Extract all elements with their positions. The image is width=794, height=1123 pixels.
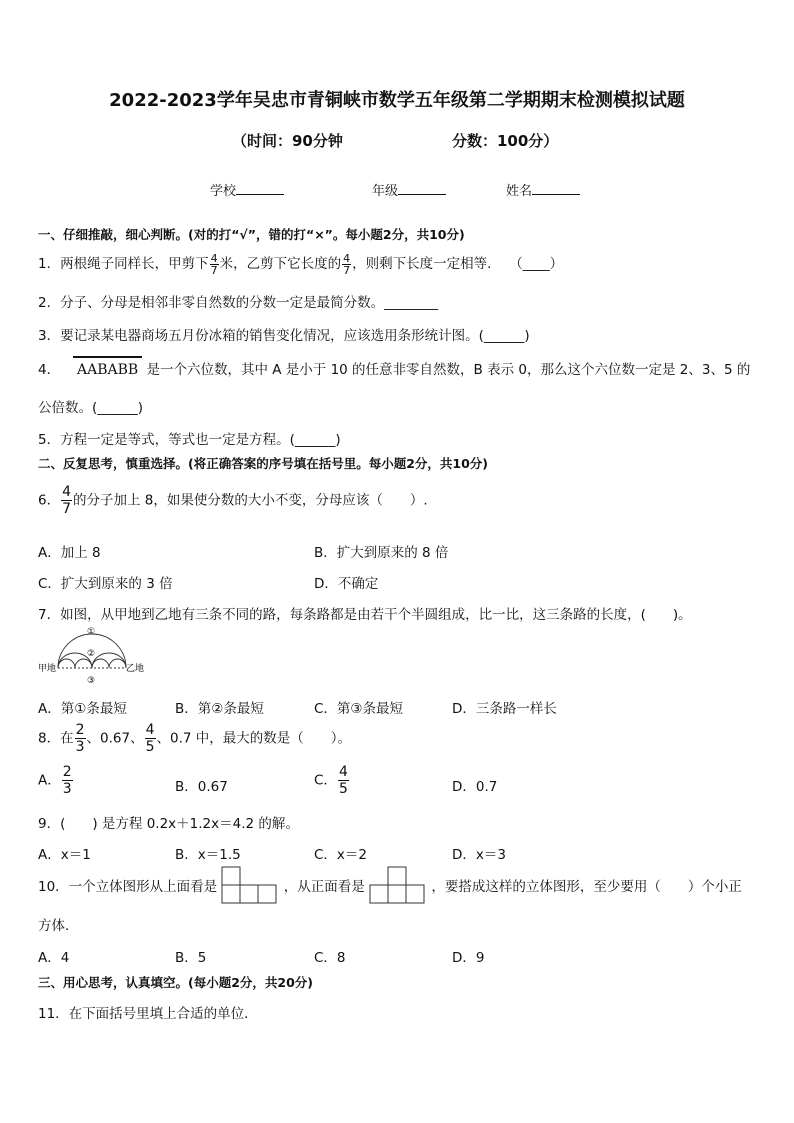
q10-option-d[interactable]: D．9 bbox=[452, 950, 485, 966]
q8-option-a[interactable]: A． $\frac{2}{3}$ bbox=[38, 764, 72, 797]
q10-option-b[interactable]: B．5 bbox=[175, 950, 207, 966]
q10-option-c[interactable]: C．8 bbox=[314, 950, 346, 966]
time-label: （时间：90分钟 bbox=[232, 132, 343, 150]
score-label: 分数：100分） bbox=[452, 132, 559, 150]
grade-label: 年级 bbox=[372, 184, 399, 199]
overlined-number: AABABB bbox=[73, 356, 142, 378]
q6-option-a[interactable]: A．加上 8 bbox=[38, 545, 101, 561]
svg-text:②: ② bbox=[87, 649, 96, 659]
front-view-figure bbox=[369, 866, 427, 904]
question-5: 5．方程一定是等式，等式也一定是方程。(______) bbox=[38, 432, 341, 448]
name-field[interactable] bbox=[506, 180, 580, 199]
svg-text:甲地: 甲地 bbox=[38, 664, 57, 674]
question-3: 3．要记录某电器商场五月份冰箱的销售变化情况，应该选用条形统计图。(______) bbox=[38, 328, 530, 344]
q7-option-b[interactable]: B．第②条最短 bbox=[175, 701, 264, 717]
question-10-cont: 方体． bbox=[38, 918, 79, 934]
question-2: 2．分子、分母是相邻非零自然数的分数一定是最简分数。________ bbox=[38, 295, 439, 311]
fraction: $\frac{2}{3}$ bbox=[75, 722, 85, 755]
q8-option-d[interactable]: D．0.7 bbox=[452, 779, 498, 795]
top-view-figure bbox=[221, 866, 279, 904]
question-9: 9．( ) 是方程 0.2x＋1.2x＝4.2 的解。 bbox=[38, 816, 299, 832]
fraction: $\frac{4}{7}$ bbox=[210, 251, 218, 277]
q6-option-c[interactable]: C．扩大到原来的 3 倍 bbox=[38, 576, 173, 592]
question-4-cont: 公倍数。(______) bbox=[38, 400, 144, 416]
section-2-heading: 二、反复思考，慎重选择。(将正确答案的序号填在括号里。每小题2分，共10分) bbox=[38, 456, 489, 471]
fraction: $\frac{4}{5}$ bbox=[338, 764, 348, 797]
name-label: 姓名 bbox=[506, 184, 533, 199]
fraction: $\frac{2}{3}$ bbox=[62, 764, 72, 797]
fraction: $\frac{4}{7}$ bbox=[343, 251, 351, 277]
q9-option-a[interactable]: A．x＝1 bbox=[38, 847, 91, 863]
school-field[interactable] bbox=[210, 180, 284, 199]
q7-option-d[interactable]: D．三条路一样长 bbox=[452, 701, 557, 717]
question-7: 7．如图，从甲地到乙地有三条不同的路，每条路都是由若干个半圆组成，比一比，这三条路的长度，( )。 bbox=[38, 607, 692, 623]
q6-option-b[interactable]: B．扩大到原来的 8 倍 bbox=[314, 545, 449, 561]
question-1: 1．两根绳子同样长，甲剪下 $\frac{4}{7}$ 米，乙剪下它长度的 $\frac{4}{7}$ ，则剩下长度一定相等． （____） bbox=[38, 251, 564, 277]
q9-option-d[interactable]: D．x＝3 bbox=[452, 847, 506, 863]
section-1-heading: 一、仔细推敲，细心判断。(对的打“√”，错的打“×”。每小题2分，共10分) bbox=[38, 227, 465, 242]
exam-title: 2022-2023学年吴忠市青铜峡市数学五年级第二学期期末检测模拟试题 bbox=[109, 90, 685, 111]
question-10: 10．一个立体图形从上面看是 ，从正面看是 ，要搭成这样的立体图形，至少要用（ ）个小正 bbox=[38, 866, 742, 904]
question-11: 11．在下面括号里填上合适的单位． bbox=[38, 1006, 258, 1022]
svg-text:乙地: 乙地 bbox=[126, 664, 145, 674]
semicircle-route-figure bbox=[38, 624, 148, 688]
q8-option-c[interactable]: C． $\frac{4}{5}$ bbox=[314, 764, 348, 797]
fraction: $\frac{4}{5}$ bbox=[145, 722, 155, 755]
svg-text:③: ③ bbox=[87, 676, 96, 686]
q7-option-c[interactable]: C．第③条最短 bbox=[314, 701, 404, 717]
q6-option-d[interactable]: D．不确定 bbox=[314, 576, 379, 592]
q9-option-c[interactable]: C．x＝2 bbox=[314, 847, 368, 863]
svg-text:①: ① bbox=[87, 627, 96, 637]
question-6: 6． $\frac{4}{7}$ 的分子加上 8，如果使分数的大小不变，分母应该（ ）. bbox=[38, 484, 428, 517]
q7-option-a[interactable]: A．第①条最短 bbox=[38, 701, 127, 717]
question-8: 8．在 $\frac{2}{3}$ 、0.67、 $\frac{4}{5}$ 、0.7 中，最大的数是（ ）。 bbox=[38, 722, 352, 755]
grade-field[interactable] bbox=[372, 180, 446, 199]
q10-option-a[interactable]: A．4 bbox=[38, 950, 70, 966]
question-4: 4． AABABB 是一个六位数，其中 A 是小于 10 的任意非零自然数，B 表示 0，那么这个六位数一定是 2、3、5 的 bbox=[38, 356, 750, 378]
school-label: 学校 bbox=[210, 184, 237, 199]
q8-option-b[interactable]: B．0.67 bbox=[175, 779, 228, 795]
section-3-heading: 三、用心思考，认真填空。(每小题2分，共20分) bbox=[38, 975, 314, 990]
fraction: $\frac{4}{7}$ bbox=[62, 484, 72, 517]
q9-option-b[interactable]: B．x＝1.5 bbox=[175, 847, 241, 863]
